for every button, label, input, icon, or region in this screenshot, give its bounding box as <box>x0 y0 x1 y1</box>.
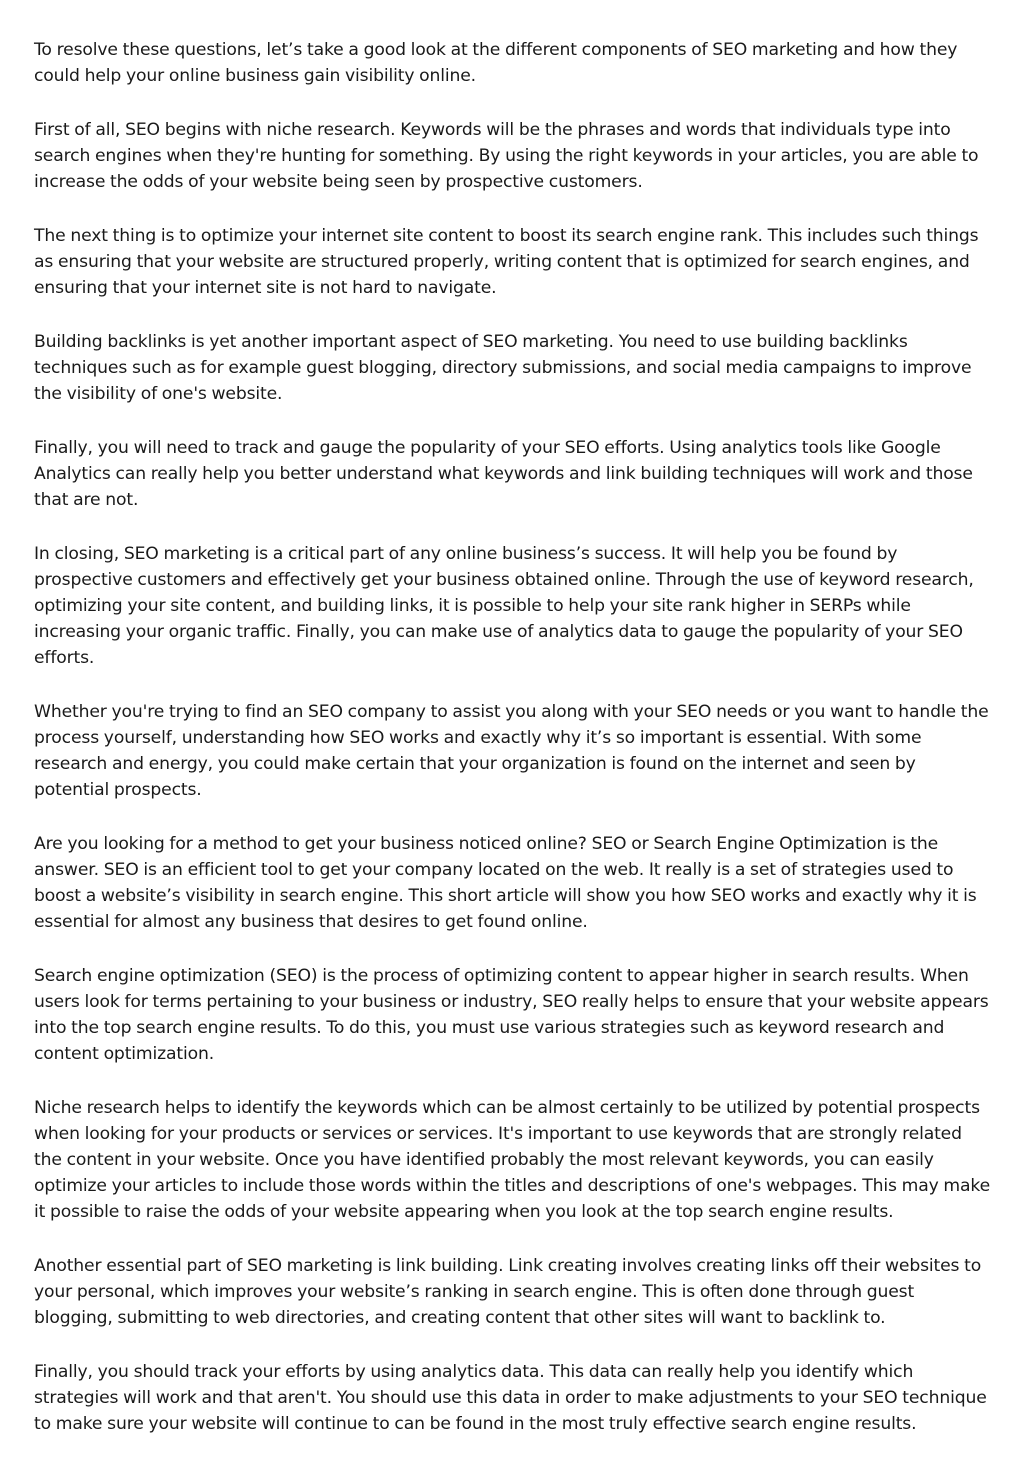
paragraph-6: In closing, SEO marketing is a critical part of any online business’s success. It will help you be found by prospective customers and effectively get your business obtained online. Through the use of keyword research, optimizing your site content, and building links, it is possible to help your site rank higher in SERPs while increasing your organic traffic. Finally, you can make use of analytics data to gauge the popularity of your SEO efforts. <box>34 544 974 668</box>
paragraph-10: Niche research helps to identify the keywords which can be almost certainly to be utilized by potential prospects when looking for your products or services or services. It's important to use keywords that are strongly related the content in your website. Once you have identified probably the most relevant keywords, you can easily optimize your articles to include those words within the titles and descriptions of one's webpages. This may make it possible to raise the odds of your website appearing when you look at the top search engine results. <box>34 1098 991 1222</box>
paragraph-7: Whether you're trying to find an SEO company to assist you along with your SEO needs or you want to handle the process yourself, understanding how SEO works and exactly why it’s so important is essential. With some research and energy, you could make certain that your organization is found on the internet and seen by potential prospects. <box>34 702 989 800</box>
paragraph-8: Are you looking for a method to get your business noticed online? SEO or Search Engine Optimization is the answer. SEO is an efficient tool to get your company located on the web. It really is a set of strategies used to boost a website’s visibility in search engine. This short article will show you how SEO works and exactly why it is essential for almost any business that desires to get found online. <box>34 834 977 932</box>
paragraph-3: The next thing is to optimize your internet site content to boost its search engine rank. This includes such things as ensuring that your website are structured properly, writing content that is optimized for search engines, and ensuring that your internet site is not hard to navigate. <box>34 226 979 298</box>
paragraph-1: To resolve these questions, let’s take a good look at the different components of SEO marketing and how they could help your online business gain visibility online. <box>34 40 958 86</box>
paragraph-4: Building backlinks is yet another important aspect of SEO marketing. You need to use building backlinks techniques such as for example guest blogging, directory submissions, and social media campaigns to improve the visibility of one's website. <box>34 332 972 404</box>
paragraph-2: First of all, SEO begins with niche research. Keywords will be the phrases and words that individuals type into search engines when they're hunting for something. By using the right keywords in your articles, you are able to increase the odds of your website being seen by prospective customers. <box>34 120 979 192</box>
paragraph-12: Finally, you should track your efforts by using analytics data. This data can really help you identify which strategies will work and that aren't. You should use this data in order to make adjustments to your SEO technique to make sure your website will continue to can be found in the most truly effective search engine results. <box>34 1362 987 1434</box>
paragraph-11: Another essential part of SEO marketing is link building. Link creating involves creating links off their websites to your personal, which improves your website’s ranking in search engine. This is often done through guest blogging, submitting to web directories, and creating content that other sites will want to backlink to. <box>34 1256 982 1328</box>
paragraph-5: Finally, you will need to track and gauge the popularity of your SEO efforts. Using analytics tools like Google Analytics can really help you better understand what keywords and link building techniques will work and those that are not. <box>34 438 973 510</box>
document-body <box>34 37 994 1465</box>
paragraph-9: Search engine optimization (SEO) is the process of optimizing content to appear higher in search results. When users look for terms pertaining to your business or industry, SEO really helps to ensure that your website appears into the top search engine results. To do this, you must use various strategies such as keyword research and content optimization. <box>34 966 989 1064</box>
